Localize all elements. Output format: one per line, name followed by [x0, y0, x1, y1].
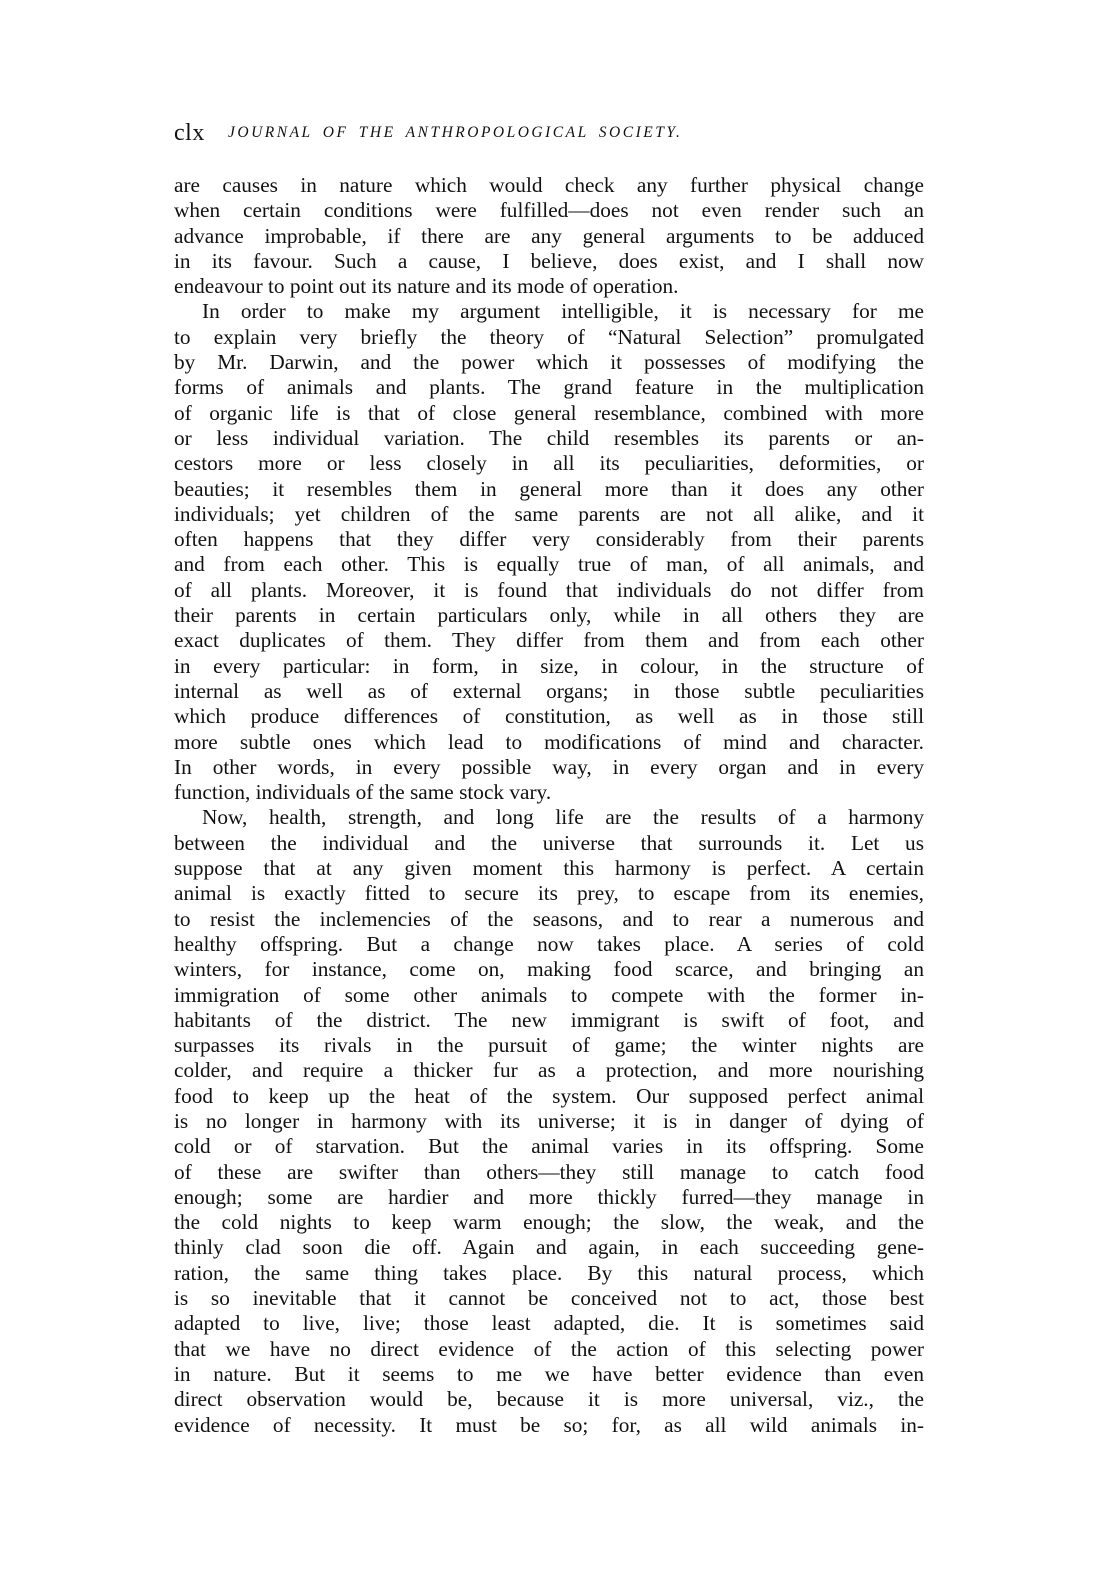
text-line: and from each other. This is equally true of man, of all animals, and	[174, 552, 924, 577]
text-line: when certain conditions were fulfilled—does not even render such an	[174, 198, 924, 223]
text-line: In other words, in every possible way, in every organ and in every	[174, 754, 924, 779]
text-line: that we have no direct evidence of the action of this selecting power	[174, 1336, 924, 1361]
text-line: to explain very briefly the theory of “Natural Selection” promulgated	[174, 324, 924, 349]
paragraph-start-line: In order to make my argument intelligible, it is necessary for me	[202, 299, 924, 324]
text-line: is so inevitable that it cannot be conceived not to act, those best	[174, 1286, 924, 1311]
text-line: individuals; yet children of the same parents are not all alike, and it	[174, 501, 924, 526]
text-line: ration, the same thing takes place. By this natural process, which	[174, 1260, 924, 1285]
text-line: their parents in certain particulars only, while in all others they are	[174, 603, 924, 628]
text-line: evidence of necessity. It must be so; for, as all wild animals in-	[174, 1412, 924, 1437]
text-line: often happens that they differ very considerably from their parents	[174, 527, 924, 552]
text-line: colder, and require a thicker fur as a protection, and more nourishing	[174, 1058, 924, 1083]
text-line: immigration of some other animals to compete with the former in-	[174, 982, 924, 1007]
journal-title: JOURNAL OF THE ANTHROPOLOGICAL SOCIETY.	[228, 124, 683, 141]
text-line: function, individuals of the same stock vary.	[174, 780, 552, 805]
text-line: by Mr. Darwin, and the power which it possesses of modifying the	[174, 350, 924, 375]
text-line: suppose that at any given moment this harmony is perfect. A certain	[174, 856, 924, 881]
text-line: to resist the inclemencies of the seasons, and to rear a numerous and	[174, 906, 924, 931]
text-line: of these are swifter than others—they still manage to catch food	[174, 1159, 924, 1184]
text-line: forms of animals and plants. The grand feature in the multiplication	[174, 375, 924, 400]
text-line: of organic life is that of close general resemblance, combined with more	[174, 400, 924, 425]
text-line: advance improbable, if there are any general arguments to be adduced	[174, 223, 924, 248]
page-number: clx	[174, 120, 205, 146]
text-line: is no longer in harmony with its universe; it is in danger of dying of	[174, 1108, 924, 1133]
text-line: cestors more or less closely in all its peculiarities, deformities, or	[174, 451, 924, 476]
text-line: cold or of starvation. But the animal varies in its offspring. Some	[174, 1134, 924, 1159]
text-line: in nature. But it seems to me we have better evidence than even	[174, 1361, 924, 1386]
text-line: or less individual variation. The child resembles its parents or an-	[174, 425, 924, 450]
running-head	[174, 120, 924, 152]
paragraph-start-line: Now, health, strength, and long life are the results of a harmony	[202, 805, 924, 830]
text-line: endeavour to point out its nature and its mode of operation.	[174, 274, 679, 299]
text-line: are causes in nature which would check any further physical change	[174, 173, 924, 197]
text-line: the cold nights to keep warm enough; the slow, the weak, and the	[174, 1210, 924, 1235]
text-line: surpasses its rivals in the pursuit of game; the winter nights are	[174, 1033, 924, 1058]
text-line: beauties; it resembles them in general more than it does any other	[174, 476, 924, 501]
text-line: habitants of the district. The new immigrant is swift of foot, and	[174, 1007, 924, 1032]
text-line: between the individual and the universe that surrounds it. Let us	[174, 830, 924, 855]
text-line: internal as well as of external organs; in those subtle peculiarities	[174, 678, 924, 703]
text-line: enough; some are hardier and more thickly furred—they manage in	[174, 1184, 924, 1209]
text-line: food to keep up the heat of the system. Our supposed perfect animal	[174, 1083, 924, 1108]
text-line: adapted to live, live; those least adapted, die. It is sometimes said	[174, 1311, 924, 1336]
text-line: in its favour. Such a cause, I believe, does exist, and I shall now	[174, 248, 924, 273]
body-text	[174, 173, 924, 1438]
text-line: exact duplicates of them. They differ from them and from each other	[174, 628, 924, 653]
text-line: direct observation would be, because it is more universal, viz., the	[174, 1387, 924, 1412]
text-line: of all plants. Moreover, it is found that individuals do not differ from	[174, 577, 924, 602]
text-line: winters, for instance, come on, making food scarce, and bringing an	[174, 957, 924, 982]
text-line: thinly clad soon die off. Again and again, in each succeeding gene-	[174, 1235, 924, 1260]
text-line: which produce differences of constitution, as well as in those still	[174, 704, 924, 729]
text-line: healthy offspring. But a change now takes place. A series of cold	[174, 931, 924, 956]
text-line: animal is exactly fitted to secure its prey, to escape from its enemies,	[174, 881, 924, 906]
text-line: in every particular: in form, in size, in colour, in the structure of	[174, 653, 924, 678]
text-line: more subtle ones which lead to modifications of mind and character.	[174, 729, 924, 754]
